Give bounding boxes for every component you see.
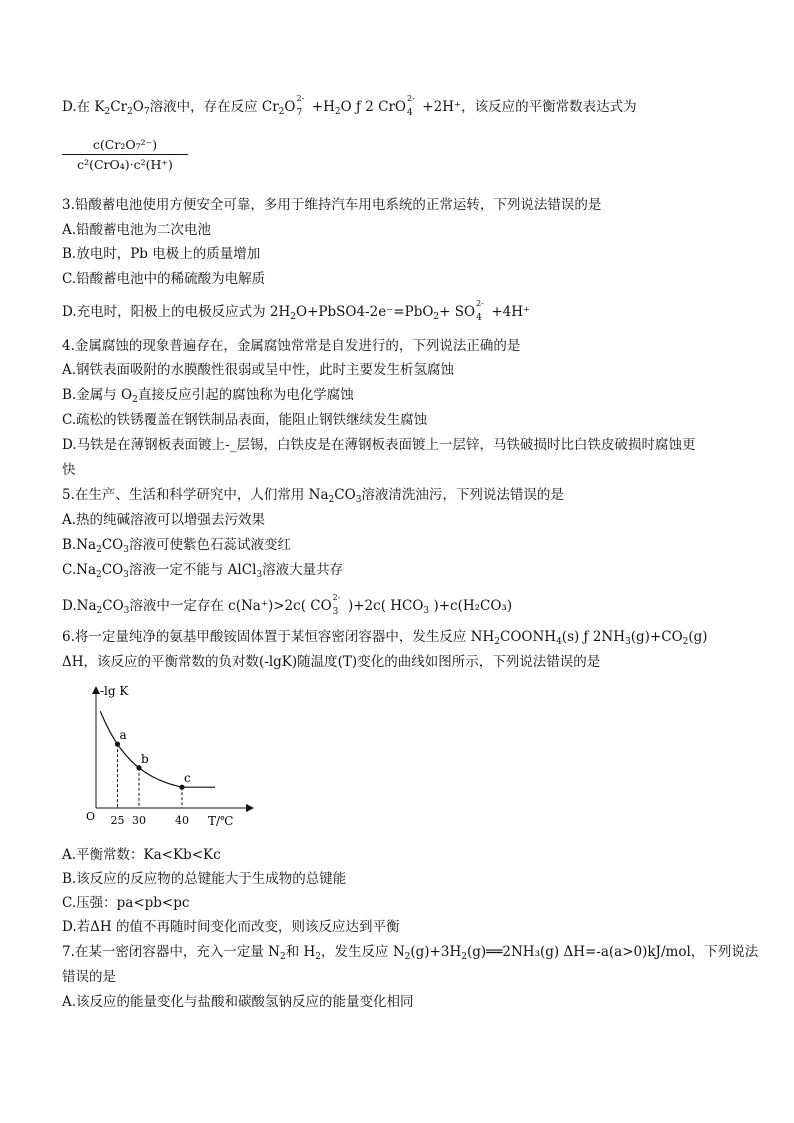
q7-stem-line2: 错误的是 — [62, 969, 116, 985]
text: ，发生反应 N — [321, 944, 405, 960]
text: (g)+CO — [630, 629, 683, 645]
text: 直接反应引起的腐蚀称为电化学腐蚀 — [137, 387, 354, 403]
point-label-a: a — [119, 728, 127, 743]
subscript: 3 — [256, 570, 263, 580]
q3-option-c: C.铅酸蓄电池中的稀硫酸为电解质 — [62, 271, 266, 287]
text: (g)══2NH₃(g) ΔH=-a(a>0)kJ/mol，下列说法 — [466, 944, 759, 960]
subscript: 2 — [132, 395, 138, 405]
x-tick-label-30: 30 — [132, 814, 146, 827]
subscript: 2 — [96, 545, 102, 555]
q7-option-a: A.该反应的能量变化与盐酸和碳酸氢钠反应的能量变化相同 — [62, 994, 414, 1010]
text: O — [132, 99, 144, 115]
subscript: 2 — [278, 107, 285, 117]
point-label-b: b — [141, 751, 149, 766]
text: O ƒ 2 CrO — [340, 99, 406, 115]
point-label-c: c — [184, 771, 191, 786]
superscript: 2- — [332, 593, 341, 602]
superscript: 2- — [476, 299, 484, 308]
q2-option-d — [62, 94, 637, 121]
q4-option-a: A.钢铁表面吸附的水膜酸性很弱或呈中性，此时主要发生析氢腐蚀 — [62, 362, 455, 378]
subscript: 3 — [123, 545, 129, 555]
subscript: 2 — [461, 952, 467, 962]
q7-stem-line1 — [62, 943, 758, 966]
q4-option-b — [62, 386, 354, 409]
text: )+c(H₂CO₃) — [429, 598, 513, 614]
subscript: 2 — [290, 312, 297, 322]
text: B.金属与 O — [62, 387, 133, 403]
fraction-numerator: c(Cr₂O₇²⁻) — [92, 137, 158, 152]
q4-stem: 4.金属腐蚀的现象普遍存在，金属腐蚀常常是自发进行的，下列说法正确的是 — [62, 338, 521, 354]
subscript: 2 — [328, 495, 335, 505]
text: 和 H — [285, 944, 316, 960]
subscript: 3 — [123, 570, 129, 580]
q4-option-d-line1: D.马铁是在薄钢板表面镀上-_层锡，白铁皮是在薄钢板表面镀上一层锌，马铁破损时比白铁皮破损时腐蚀更 — [62, 437, 696, 453]
text: CO — [101, 537, 124, 553]
text: +2H⁺，该反应的平衡常数表达式为 — [418, 99, 637, 115]
q5-stem — [62, 486, 564, 509]
text: (g) — [688, 629, 708, 645]
text: D.在 K — [62, 99, 105, 115]
text: CO — [334, 487, 356, 503]
superscript: 2- — [296, 94, 305, 103]
text: + SO — [439, 304, 476, 320]
subscript: 2 — [104, 107, 111, 117]
q6-option-d: D.若ΔH 的值不再随时间变化而改变，则该反应达到平衡 — [62, 919, 400, 935]
q6-option-b: B.该反应的反应物的总键能大于生成物的总键能 — [62, 871, 347, 887]
subscript: 7 — [296, 108, 303, 118]
point-c — [179, 785, 184, 790]
q5-option-d — [62, 593, 513, 620]
text: CO — [101, 562, 124, 578]
superscript: 2- — [407, 94, 415, 103]
subscript: 3 — [332, 607, 339, 617]
text: 溶液一定不能与 AlCl — [128, 562, 257, 578]
subscript: 2 — [433, 312, 440, 322]
subscript: 3 — [123, 606, 130, 616]
subscript: 2 — [315, 952, 322, 962]
text: 溶液中，存在反应 Cr — [149, 99, 279, 115]
text: C.Na — [62, 562, 97, 578]
text: 5.在生产、生活和科学研究中，人们常用 Na — [62, 487, 329, 503]
origin-label: O — [86, 810, 96, 823]
point-a — [115, 742, 120, 747]
q3-option-a: A.铅酸蓄电池为二次电池 — [62, 222, 212, 238]
subscript: 4 — [476, 313, 482, 323]
q6-stem-line1 — [62, 628, 708, 651]
q5-option-b — [62, 536, 291, 559]
subscript: 2 — [96, 606, 103, 616]
text: COONH — [500, 629, 557, 645]
text: (g)+3H — [410, 944, 462, 960]
subscript: 2 — [334, 107, 341, 117]
subscript: 2 — [682, 637, 689, 647]
text: O+PbSO4-2e⁻=PbO — [296, 304, 434, 320]
subscript: 7 — [143, 107, 150, 117]
subscript: 3 — [423, 606, 430, 616]
text: D.Na — [62, 598, 97, 614]
x-tick-label-40: 40 — [175, 814, 189, 827]
text: 溶液清洗油污，下列说法错误的是 — [361, 487, 564, 503]
fraction-denominator: c²(CrO₄)·c²(H⁺) — [77, 157, 173, 172]
neg-lgk-vs-temperature-chart — [70, 678, 260, 833]
q3-option-d — [62, 299, 531, 326]
q6-option-a: A.平衡常数：Ka<Kb<Kc — [62, 847, 221, 863]
q5-option-c — [62, 561, 343, 584]
subscript: 4 — [556, 637, 562, 647]
text: 溶液中一定存在 c(Na⁺)>2c( CO — [129, 598, 332, 614]
subscript: 2 — [279, 952, 286, 962]
text: O — [284, 99, 296, 115]
point-b — [136, 765, 141, 770]
q6-option-c: C.压强：pa<pb<pc — [62, 895, 190, 911]
q3-option-b: B.放电时，Pb 电极上的质量增加 — [62, 246, 261, 262]
text: 溶液大量共存 — [262, 562, 344, 578]
subscript: 2 — [96, 570, 102, 580]
q4-option-d-line2: 快 — [62, 462, 76, 478]
subscript: 3 — [625, 637, 631, 647]
text: 溶液可使紫色石蕊试液变红 — [128, 537, 291, 553]
subscript: 2 — [404, 952, 411, 962]
q4-option-c: C.疏松的铁锈覆盖在钢铁制品表面，能阻止钢铁继续发生腐蚀 — [62, 412, 428, 428]
subscript: 2 — [127, 107, 133, 117]
text: )+2c( HCO — [343, 598, 424, 614]
q3-stem: 3.铅酸蓄电池使用方便安全可靠，多用于维持汽车用电系统的正常运转，下列说法错误的是 — [62, 197, 602, 213]
x-axis-label: T/℃ — [208, 814, 234, 828]
subscript: 4 — [407, 108, 413, 118]
text: CO — [102, 598, 124, 614]
y-axis-label: -lg K — [100, 684, 129, 698]
x-tick-label-25: 25 — [110, 814, 125, 827]
text: +4H⁺ — [487, 304, 531, 320]
subscript: 2 — [494, 637, 500, 647]
text: (s) ƒ 2NH — [561, 629, 626, 645]
text: D.充电时，阳极上的电极反应式为 2H — [62, 304, 291, 320]
q6-stem-line2: ΔH，该反应的平衡常数的负对数(-lgK)随温度(T)变化的曲线如图所示，下列说法错误的是 — [62, 654, 601, 670]
q5-option-a: A.热的纯碱溶液可以增强去污效果 — [62, 512, 266, 528]
text: +H — [307, 99, 335, 115]
text: Cr — [110, 99, 128, 115]
text: B.Na — [62, 537, 97, 553]
text: 6.将一定量纯净的氨基甲酸铵固体置于某恒容密闭容器中，发生反应 NH — [62, 629, 495, 645]
subscript: 3 — [355, 495, 362, 505]
text: 7.在某一密闭容器中，充入一定量 N — [62, 944, 280, 960]
equilibrium-constant-fraction — [62, 137, 188, 172]
